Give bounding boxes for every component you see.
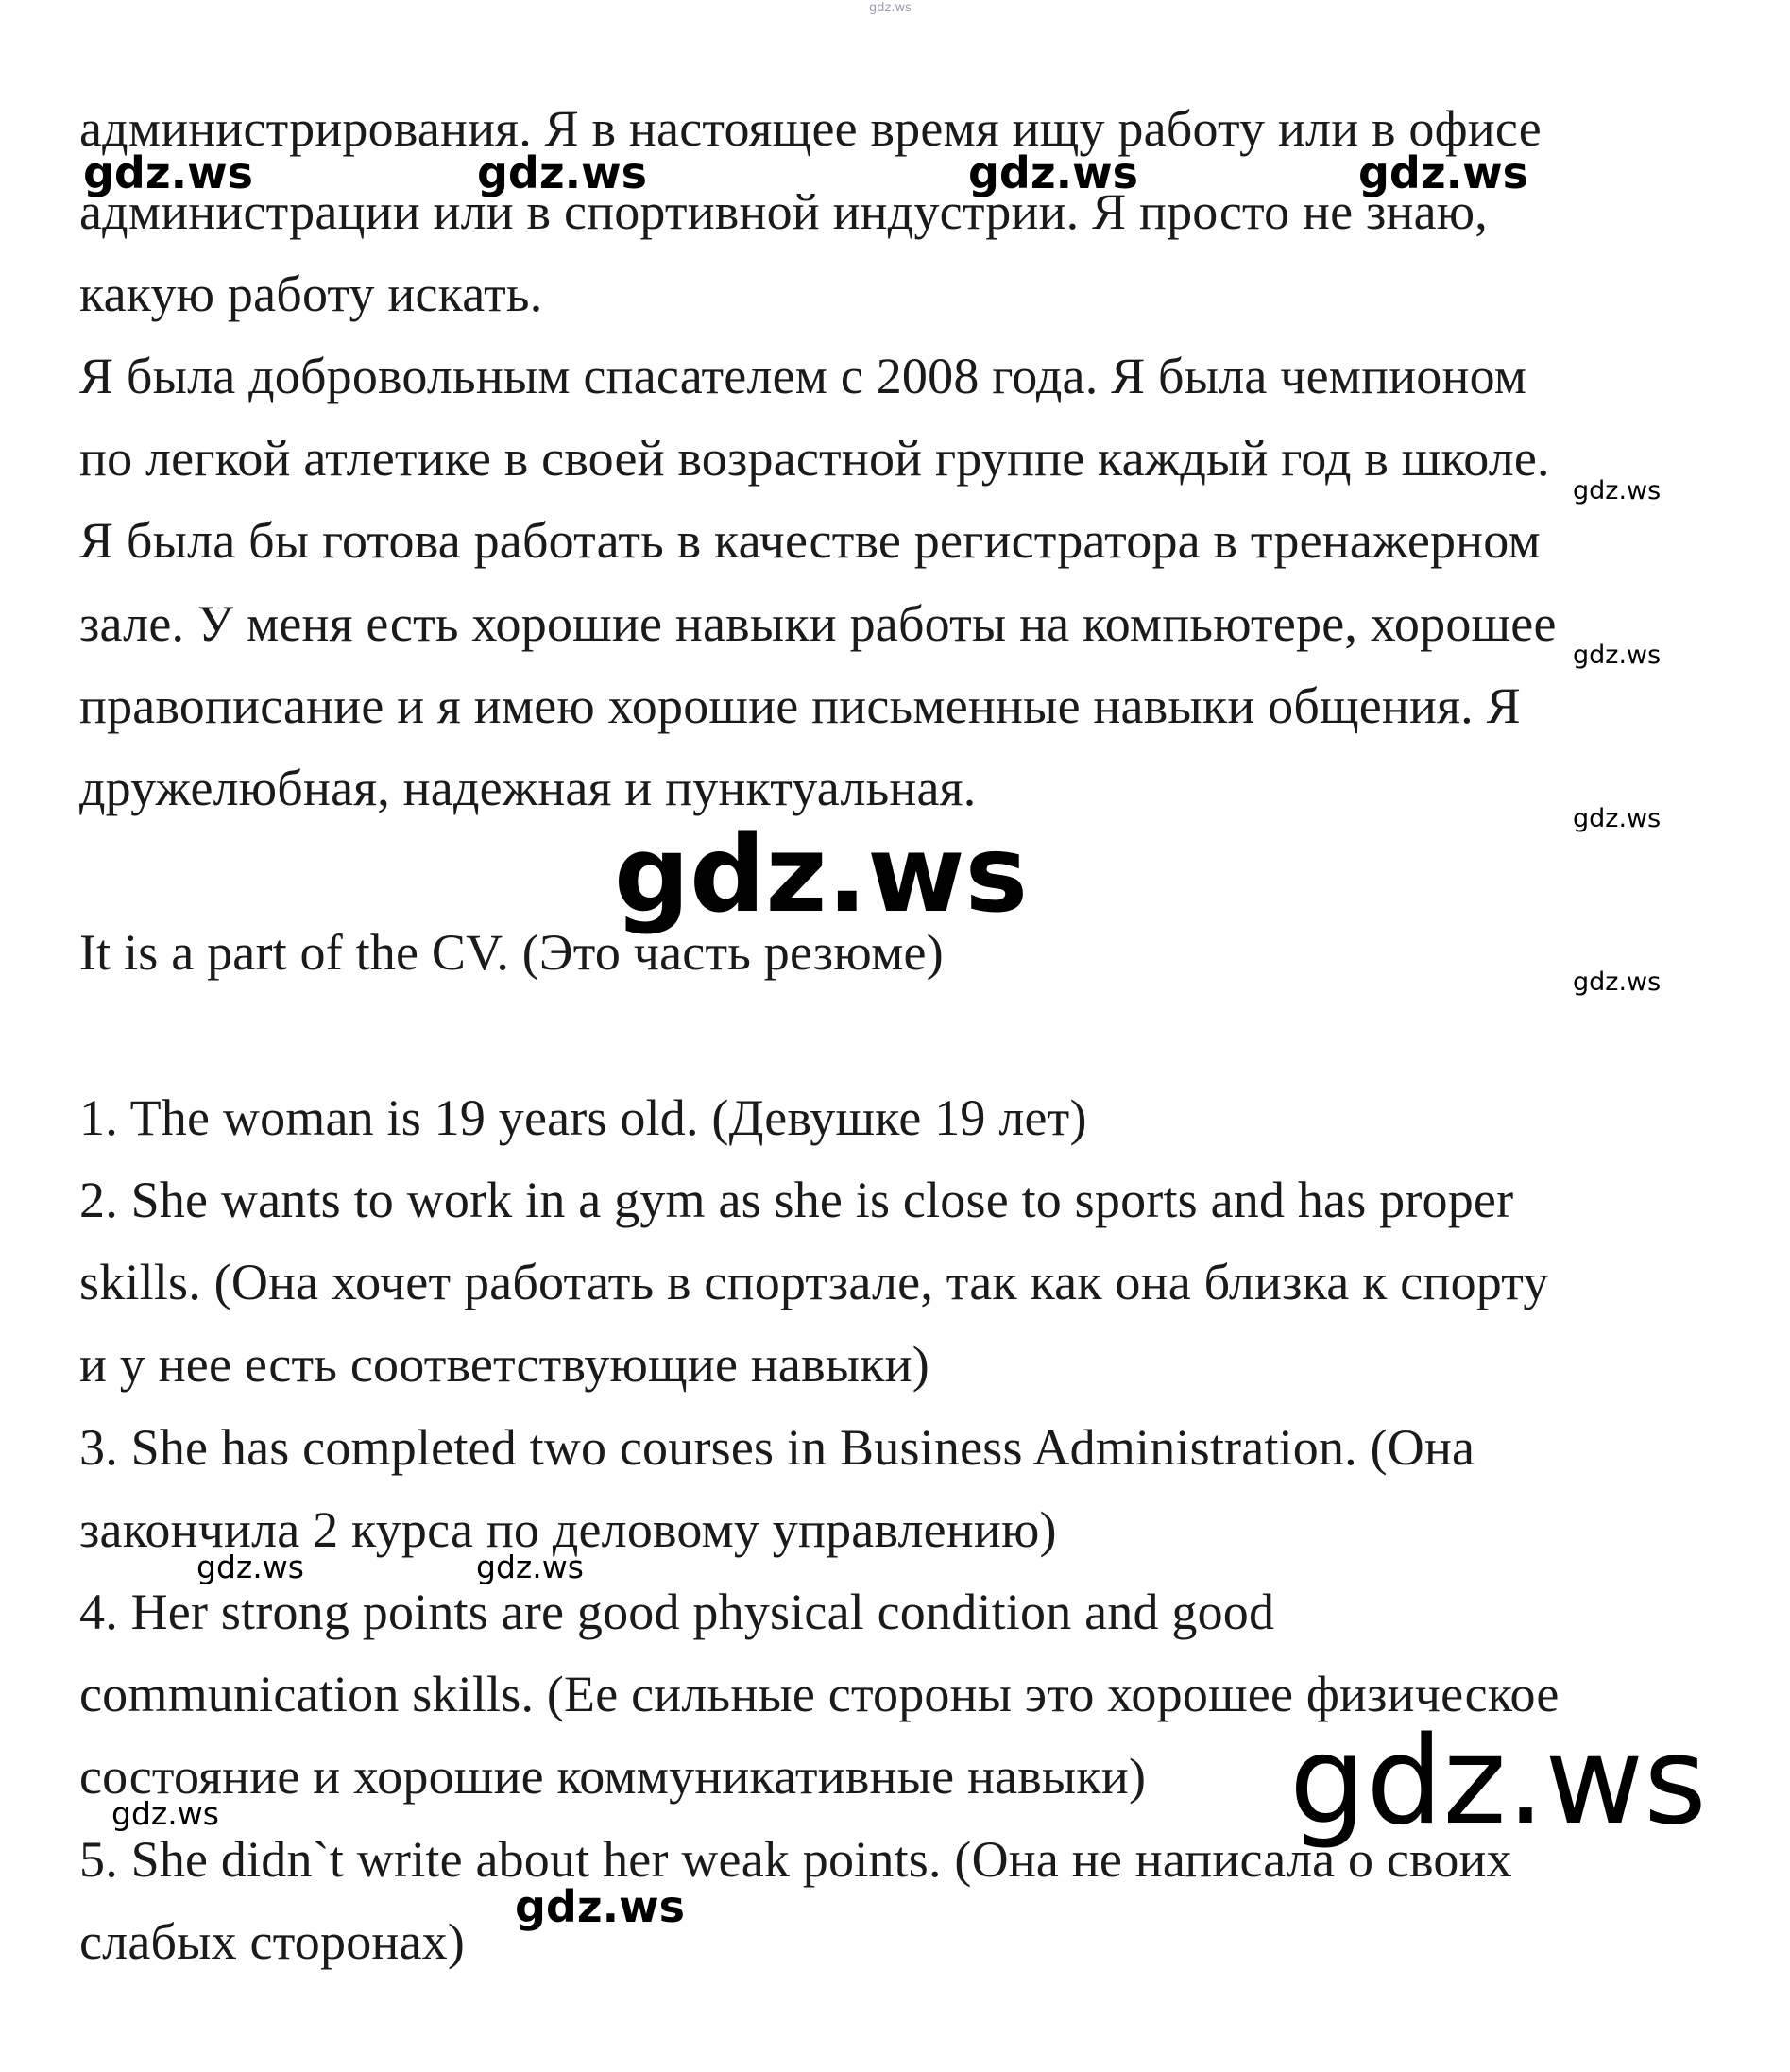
watermark: gdz.ws bbox=[1573, 804, 1662, 833]
watermark: gdz.ws bbox=[1289, 1711, 1707, 1852]
text-line: дружелюбная, надежная и пунктуальная. bbox=[79, 760, 977, 816]
watermark: gdz.ws bbox=[83, 147, 253, 198]
text-line: закончила 2 курса по деловому управлению) bbox=[79, 1501, 1057, 1558]
text-line: 2. She wants to work in a gym as she is close to sports and has proper bbox=[79, 1172, 1514, 1228]
text-line: 5. She didn`t write about her weak points. (Она не написала о своих bbox=[79, 1831, 1512, 1888]
text-line: администрирования. Я в настоящее время ищу работу или в офисе bbox=[79, 100, 1542, 157]
text-line: слабых сторонах) bbox=[79, 1913, 466, 1970]
text-line: какую работу искать. bbox=[79, 265, 543, 322]
watermark: gdz.ws bbox=[614, 813, 1029, 936]
watermark: gdz.ws bbox=[196, 1549, 304, 1585]
watermark: gdz.ws bbox=[477, 147, 647, 198]
text-line: Я была бы готова работать в качестве регистратора в тренажерном bbox=[79, 512, 1541, 569]
watermark: gdz.ws bbox=[1573, 968, 1662, 997]
text-line: skills. (Она хочет работать в спортзале, так как она близка к спорту bbox=[79, 1254, 1549, 1310]
watermark: gdz.ws bbox=[1358, 147, 1528, 198]
text-line: 3. She has completed two courses in Business Administration. (Она bbox=[79, 1419, 1475, 1476]
watermark: gdz.ws bbox=[1573, 476, 1662, 505]
text-line: администрации или в спортивной индустрии. Я просто не знаю, bbox=[79, 183, 1488, 240]
text-line: communication skills. (Ее сильные стороны это хорошее физическое bbox=[79, 1666, 1560, 1722]
text-line: 4. Her strong points are good physical condition and good bbox=[79, 1584, 1275, 1640]
text-line: Я была добровольным спасателем с 2008 года. Я была чемпионом bbox=[79, 348, 1527, 404]
watermark: gdz.ws bbox=[515, 1881, 685, 1932]
text-line: правописание и я имею хорошие письменные навыки общения. Я bbox=[79, 677, 1521, 734]
watermark: gdz.ws bbox=[869, 1, 912, 15]
text-line: зале. У меня есть хорошие навыки работы на компьютере, хорошее bbox=[79, 595, 1557, 652]
text-line: по легкой атлетике в своей возрастной группе каждый год в школе. bbox=[79, 430, 1550, 487]
text-line: состояние и хорошие коммуникативные навыки) bbox=[79, 1748, 1147, 1805]
text-line: 1. The woman is 19 years old. (Девушке 19 лет) bbox=[79, 1089, 1087, 1146]
watermark: gdz.ws bbox=[476, 1549, 584, 1585]
text-line: It is a part of the CV. (Это часть резюме) bbox=[79, 924, 944, 981]
watermark: gdz.ws bbox=[111, 1795, 219, 1832]
watermark: gdz.ws bbox=[968, 147, 1138, 198]
text-line: и у нее есть соответствующие навыки) bbox=[79, 1336, 929, 1393]
watermark: gdz.ws bbox=[1573, 641, 1662, 670]
